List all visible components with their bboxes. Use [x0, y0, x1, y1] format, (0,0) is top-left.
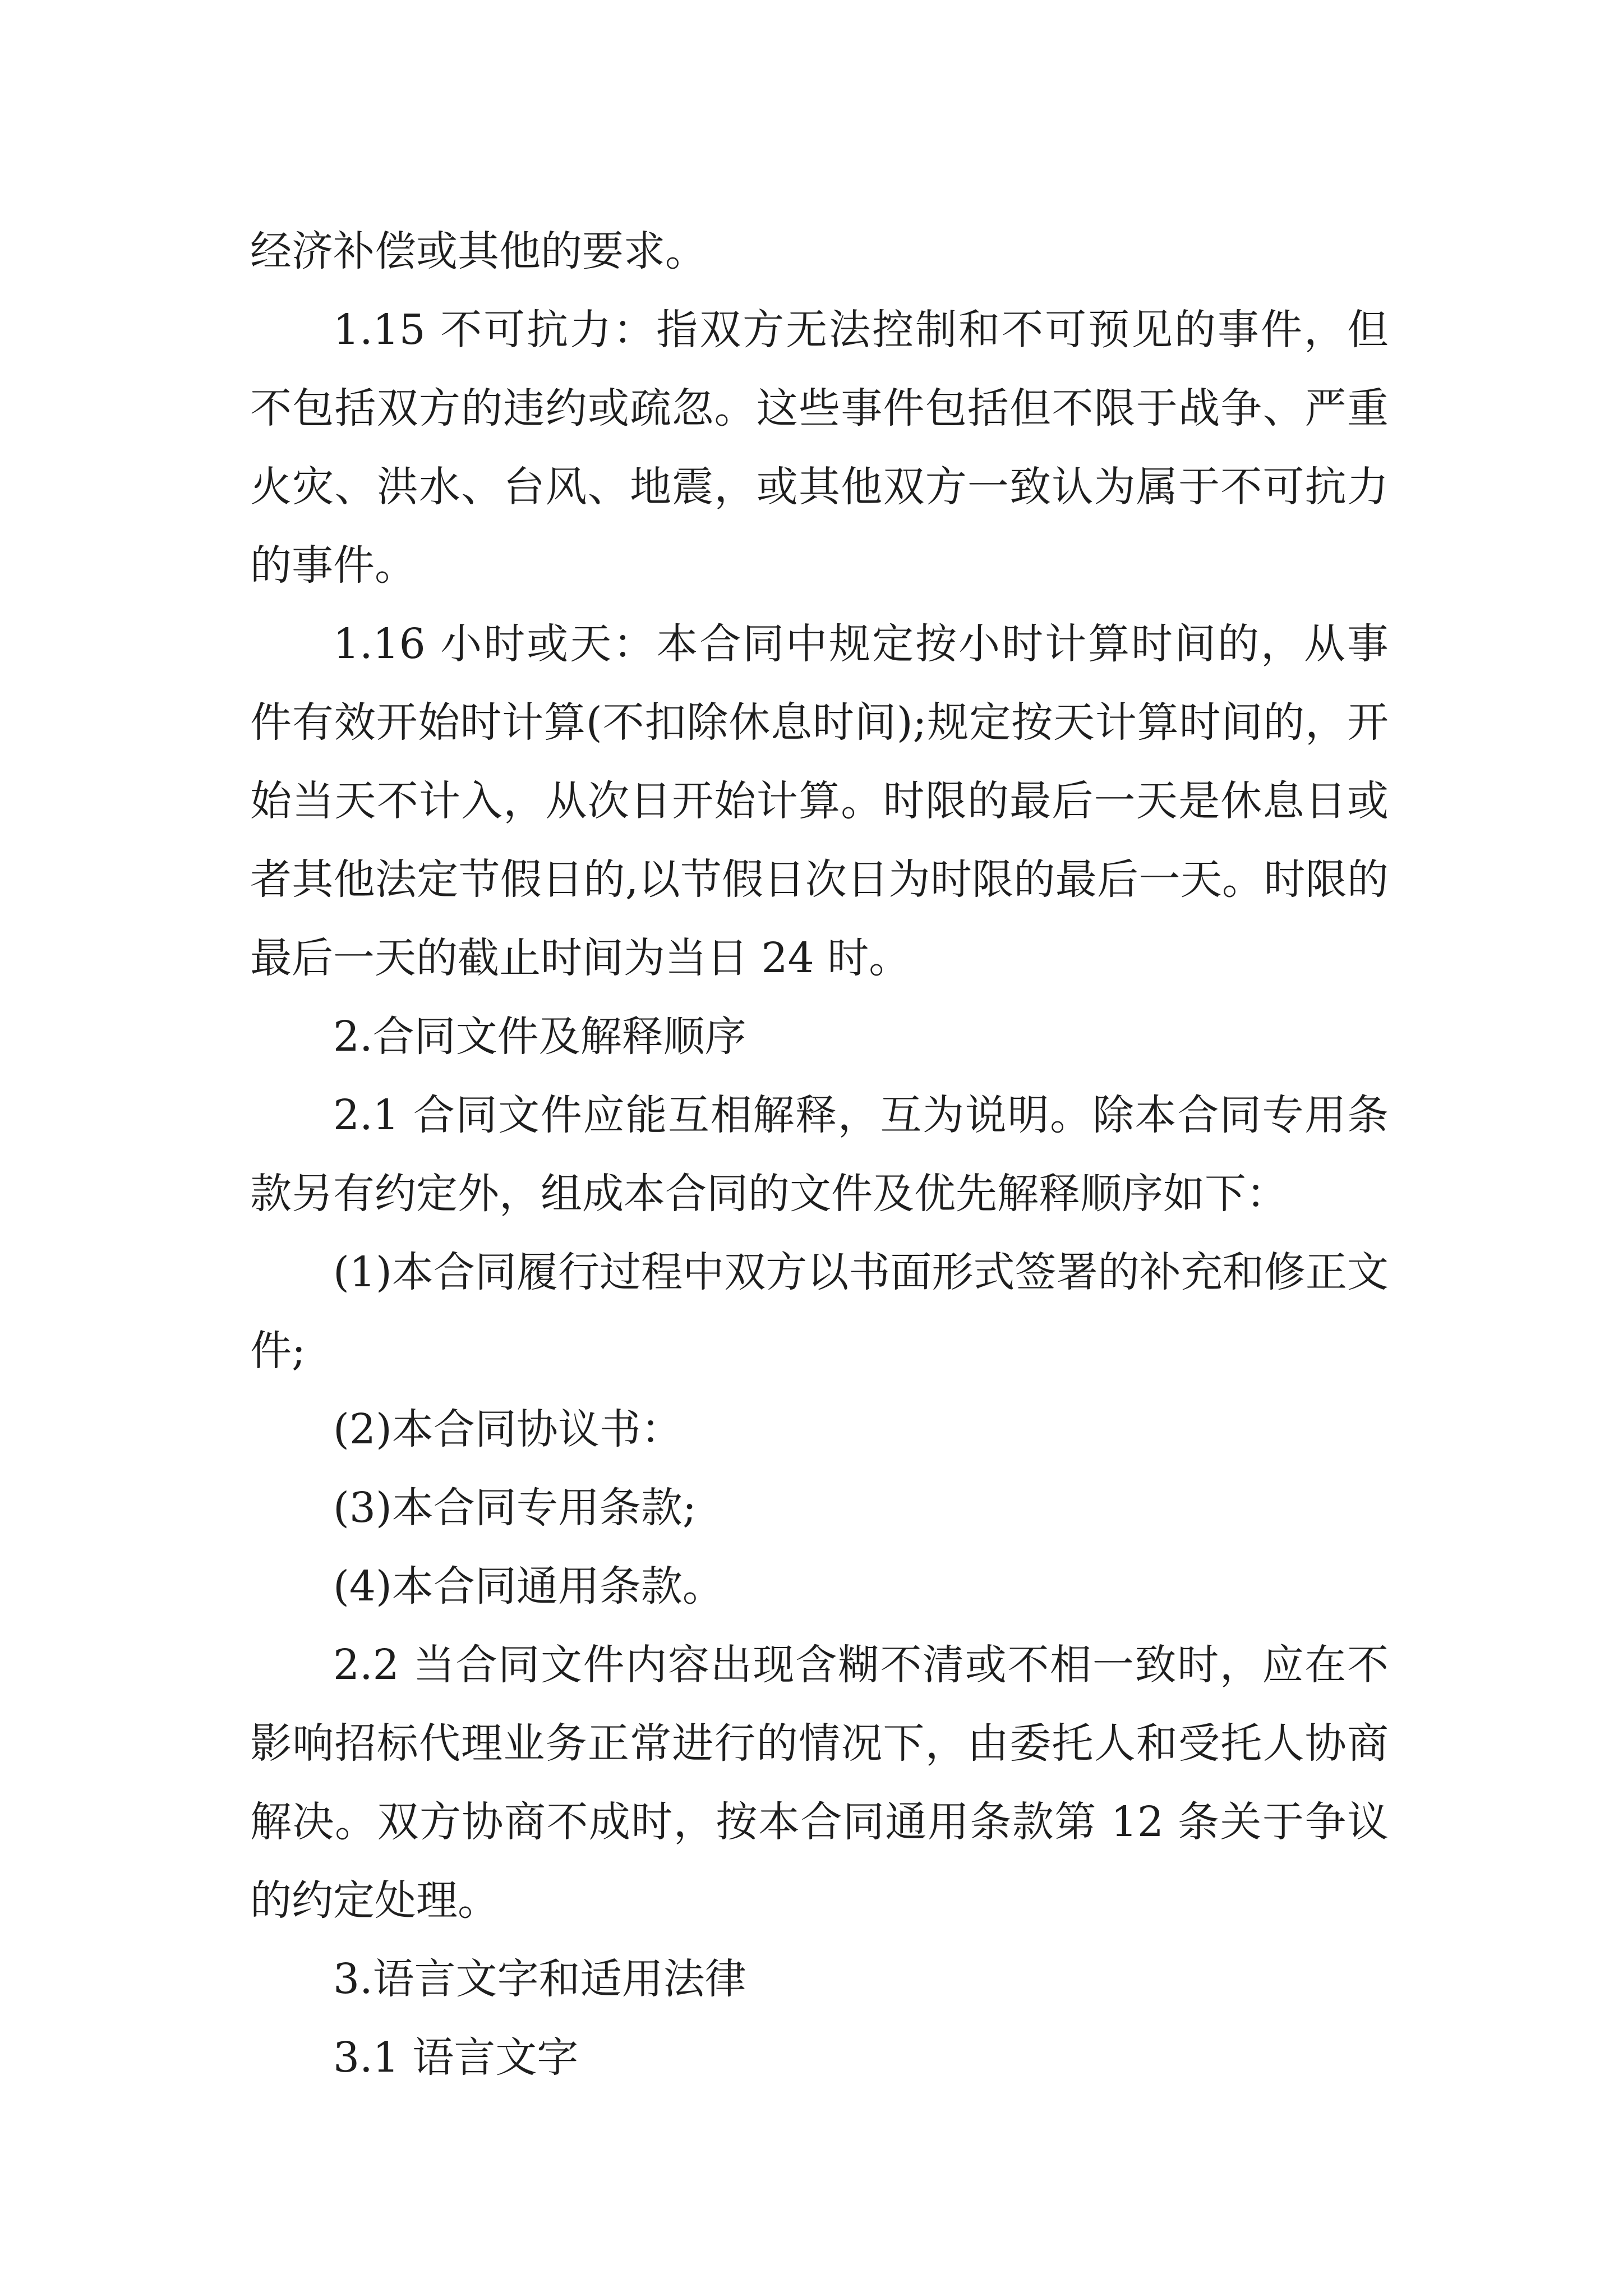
heading-language: 3.1 语言文字	[333, 2033, 579, 2082]
paragraph-continuation: 经济补偿或其他的要求。	[250, 227, 707, 275]
list-item-4: (4)本合同通用条款。	[333, 1562, 724, 1611]
paragraph-ambiguity: 2.2 当合同文件内容出现含糊不清或不相一致时，应在不影响招标代理业务正常进行的情况下，由委托人和受托人协商解决。双方协商不成时，按本合同通用条款第 12 条关于争议的约定处理。	[250, 1641, 1389, 1925]
document-body	[250, 212, 1389, 2097]
paragraph-hours-or-days: 1.16 小时或天：本合同中规定按小时计算时间的，从事件有效开始时计算(不扣除休息时间);规定按天计算时间的，开始当天不计入，从次日开始计算。时限的最后一天是休息日或者其他法定节假日的,以节假日次日为时限的最后一天。时限的最后一天的截止时间为当日 24 时。	[250, 620, 1389, 982]
list-item-3: (3)本合同专用条款;	[333, 1484, 697, 1532]
heading-language-and-law: 3.语言文字和适用法律	[333, 1955, 746, 2003]
list-item-1: (1)本合同履行过程中双方以书面形式签署的补充和修正文件;	[250, 1248, 1389, 1375]
list-item-2: (2)本合同协议书：	[333, 1405, 683, 1453]
paragraph-force-majeure: 1.15 不可抗力：指双方无法控制和不可预见的事件，但不包括双方的违约或疏忽。这些事件包括但不限于战争、严重火灾、洪水、台风、地震，或其他双方一致认为属于不可抗力的事件。	[250, 306, 1389, 590]
paragraph-interpretation-order: 2.1 合同文件应能互相解释，互为说明。除本合同专用条款另有约定外，组成本合同的文件及优先解释顺序如下：	[250, 1091, 1389, 1218]
heading-contract-documents: 2.合同文件及解释顺序	[333, 1013, 746, 1061]
